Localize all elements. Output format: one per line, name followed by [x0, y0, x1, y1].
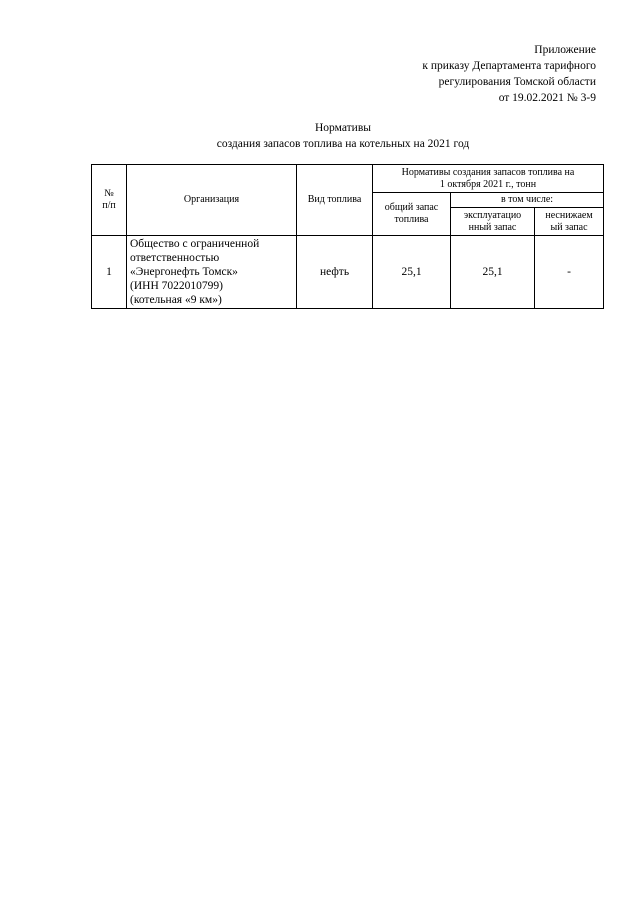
- header-operational-stock: [451, 208, 535, 236]
- header-num: [92, 165, 127, 236]
- header-including: в том числе:: [451, 193, 604, 208]
- header-total-line2: топлива: [394, 214, 429, 225]
- header-norms: [373, 165, 604, 193]
- row-fuel-type: нефть: [297, 236, 373, 309]
- appendix-header: [422, 42, 596, 106]
- header-fuel-type: Вид топлива: [297, 165, 373, 236]
- document-title-line2: создания запасов топлива на котельных на 2021 год: [216, 138, 470, 150]
- header-irreducible-stock: [535, 208, 604, 236]
- header-irreducible-line2: ый запас: [550, 221, 588, 233]
- table-row: [92, 236, 604, 309]
- header-num-line1: №: [104, 188, 114, 199]
- org-line: (котельная «9 км»): [130, 294, 222, 306]
- appendix-department: регулирования Томской области: [438, 76, 596, 88]
- document-title-line1: Нормативы: [315, 122, 371, 134]
- row-num: 1: [92, 236, 127, 309]
- row-operational-stock: 25,1: [451, 236, 535, 309]
- org-line: (ИНН 7022010799): [130, 280, 223, 292]
- header-irreducible-line1: неснижаем: [545, 209, 593, 221]
- org-line: «Энергонефть Томск»: [130, 266, 238, 278]
- header-organization: Организация: [127, 165, 297, 236]
- header-norms-line1: Нормативы создания запасов топлива на: [401, 166, 575, 178]
- row-organization: [127, 236, 297, 309]
- document-title: [0, 120, 640, 152]
- row-total-stock: 25,1: [373, 236, 451, 309]
- row-irreducible-stock: -: [535, 236, 604, 309]
- header-operational-line1: эксплуатацио: [463, 209, 522, 221]
- appendix-title: Приложение: [534, 44, 596, 56]
- header-total-stock: [373, 193, 451, 236]
- header-total-line1: общий запас: [384, 202, 439, 213]
- org-line: Общество с ограниченной: [130, 238, 260, 250]
- appendix-date-number: от 19.02.2021 № 3-9: [498, 92, 596, 104]
- appendix-order-ref: к приказу Департамента тарифного: [422, 60, 596, 72]
- norms-table: [91, 164, 604, 309]
- org-line: ответственностью: [130, 252, 220, 264]
- header-norms-line2: 1 октября 2021 г., тонн: [439, 178, 537, 190]
- header-num-line2: п/п: [102, 200, 116, 211]
- header-operational-line2: нный запас: [468, 221, 517, 233]
